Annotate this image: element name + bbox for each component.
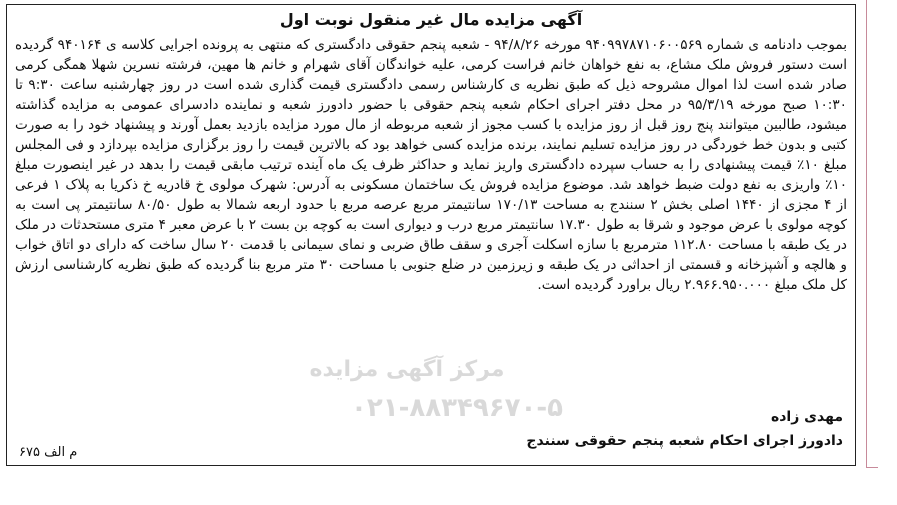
notice-title: آگهی مزایده مال غیر منقول نوبت اول — [279, 10, 583, 29]
notice-body: بموجب دادنامه ی شماره ۹۴۰۹۹۷۸۷۱۰۶۰۰۵۶۹ مورخه ۹۴/۸/۲۶ - شعبه پنجم حقوقی دادگستری که منتهی به پرونده اجرایی کلاسه ی ۹۴۰۱۶۴ گردیده است دستور فروش ملک مشاع، به نفع خواهان خانم فراست کرمی، علیه خواندگان آقای شهرام و خانم ها مهین، فرشته نسرین شهلا همگی کرمی صادر شده است لذا اموال مشروحه ذیل که طبق نظریه ی کارشناس رسمی دادگستری قیمت گذاری شده است در روز چهارشنبه ساعت ۹:۳۰ تا ۱۰:۳۰ صبح مورخه ۹۵/۳/۱۹ در محل دفتر اجرای احکام شعبه پنجم حقوقی با حضور دادورز شعبه و نماینده دادسرای عمومی به مزایده گذاشته میشود، طالبین میتوانند پنج روز قبل از روز مزایده با کسب مجوز از شعبه مربوطه از مال مورد مزایده بازدید بعمل آورند و پیشنهاد خود را به صورت کتبی و بدون خط خوردگی در روز مزایده تسلیم نمایند، برنده مزایده کسی خواهد بود که بالاترین قیمت را روز برگزاری مزایده بپردازد و فی المجلس مبلغ ۱۰٪ قیمت پیشنهادی را به حساب سپرده دادگستری واریز نماید و حداکثر ظرف یک ماه آینده ترتیب مابقی قیمت را بدهد در غیر اینصورت مبلغ ۱۰٪ واریزی به نفع دولت ضبط خواهد شد. موضوع مزایده فروش یک ساختمان مسکونی به آدرس: شهرک مولوی خ قادریه خ ذکریا به پلاک ۱ فرعی از ۴ مجزی از ۱۴۴۰ اصلی بخش ۲ سنندج به مساحت ۱۷۰/۱۳ سانتیمتر مربع عرصه مربع با حدود اربعه شمالا به طول ۸۰/۵۰ سانتیمتر پی است به کوچه مولوی با عرض موجود و شرقا به طول ۱۷.۳۰ سانتیمتر مربع درب و دیواری است به کوچه بن بست ۲ با عرض معبر ۴ متری مستحدثات در ملک در یک طبقه با مساحت ۱۱۲.۸۰ مترمربع با سازه اسکلت آجری و سقف طاق ضربی و نمای سیمانی با قدمت ۲۰ سال ساخت که دارای دو اتاق خواب و هالچه و آشپزخانه و قسمتی از احداثی در یک طبقه و زیرزمین در ضلع جنوبی با مساحت ۳۰ متر مربع بنا گردیده که طبق نظریه کارشناسی ارزش کل ملک مبلغ ۲.۹۶۶.۹۵۰.۰۰۰ ریال براورد گردیده است. — [15, 37, 848, 293]
page-edge-rule — [866, 0, 867, 468]
auction-notice — [6, 4, 856, 466]
watermark-text: مرکز آگهی مزایده — [309, 357, 505, 382]
reference-code: م الف ۶۷۵ — [19, 445, 78, 460]
page-edge-rule-corner — [866, 467, 878, 468]
signatory-name: مهدی زاده — [770, 409, 843, 425]
signatory-title: دادورز اجرای احکام شعبه پنجم حقوقی سنندج — [526, 433, 843, 449]
watermark-phone: ۰۲۱-۸۸۳۴۹۶۷۰-۵ — [350, 393, 563, 423]
